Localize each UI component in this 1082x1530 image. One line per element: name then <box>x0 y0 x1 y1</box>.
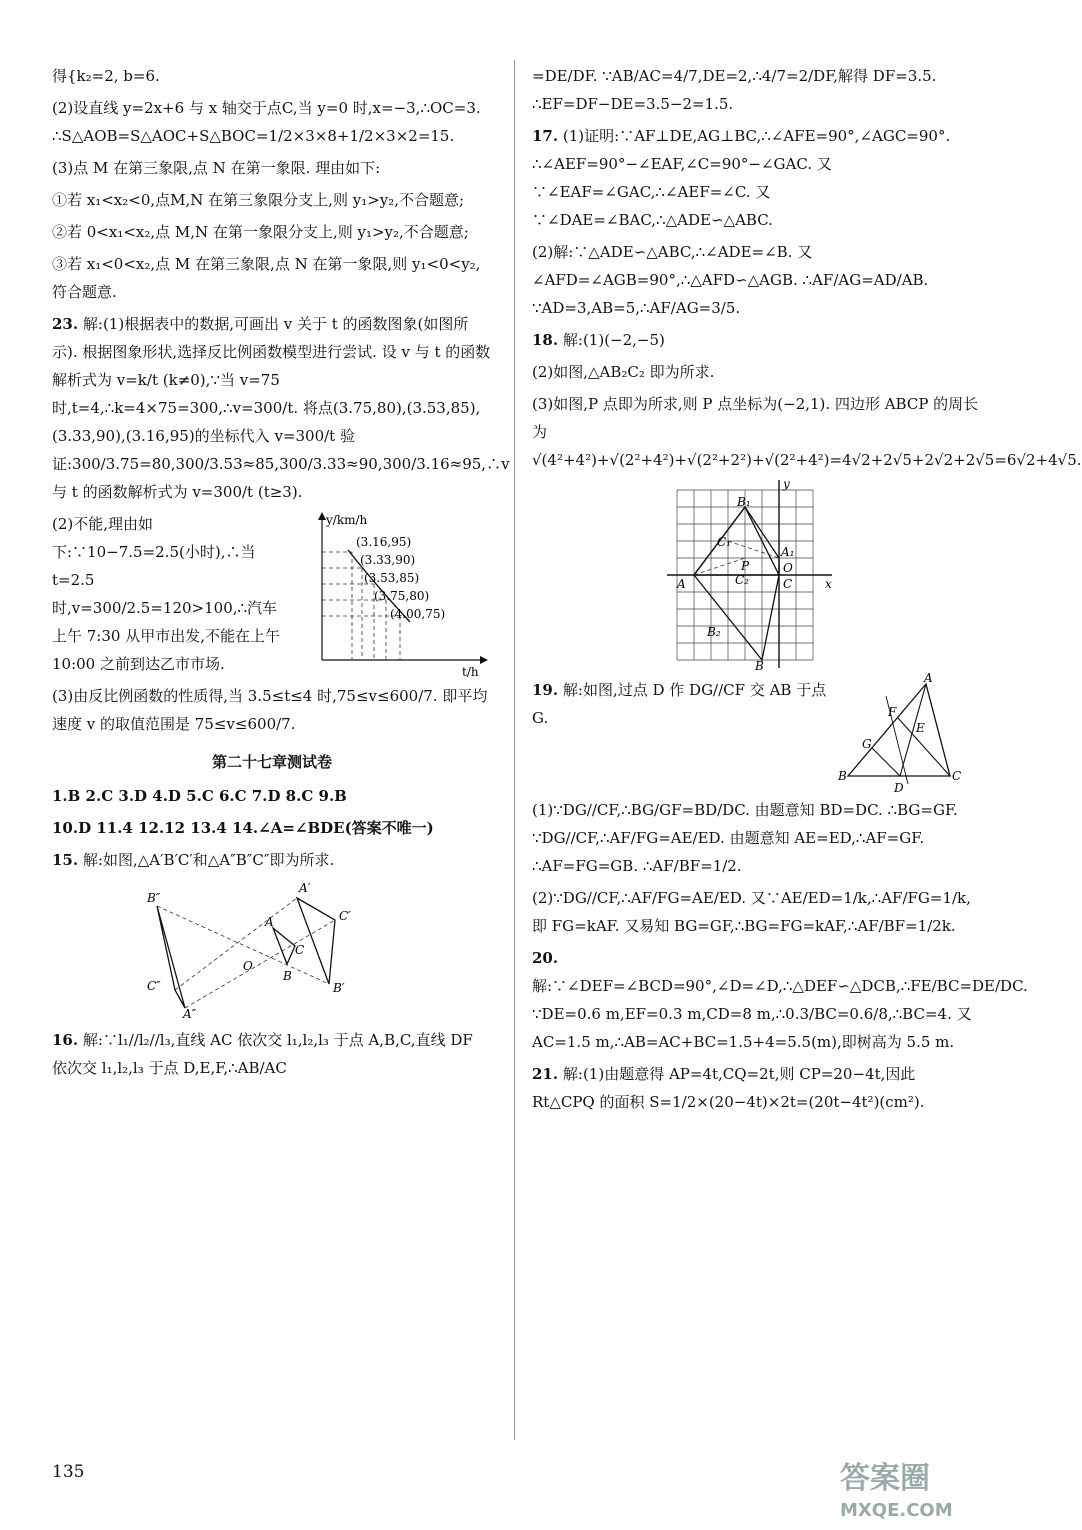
vertex-label: B″ <box>147 891 161 905</box>
question-text: 解:(1)(−2,−5) <box>562 331 665 349</box>
vertex-label: B <box>838 769 847 783</box>
vertex-label: O <box>243 959 253 973</box>
answer-key-line: 1.B 2.C 3.D 4.D 5.C 6.C 7.D 8.C 9.B <box>52 787 347 805</box>
question-15 <box>52 846 492 874</box>
paragraph: =DE/DF. ∵AB/AC=4/7,DE=2,∴4/7=2/DF,解得 DF=3.5. ∴EF=DF−DE=3.5−2=1.5. <box>532 67 937 113</box>
question-19 <box>532 676 832 732</box>
question-text: 解:(1)由题意得 AP=4t,CQ=2t,则 CP=20−4t,因此 Rt△CPQ 的面积 S=1/2×(20−4t)×2t=(20t−4t²)(cm²). <box>532 1065 925 1111</box>
vertex-label: D <box>894 781 904 795</box>
point-label: (3.16,95) <box>356 535 412 549</box>
axis-label: y <box>783 477 790 491</box>
paragraph: ③若 x₁<0<x₂,点 M 在第三象限,点 N 在第一象限,则 y₁<0<y₂,符合题意. <box>52 255 481 301</box>
paragraph: (2)如图,△AB₂C₂ 即为所求. <box>532 363 715 381</box>
q19-row <box>532 671 982 796</box>
point-label: B <box>755 659 764 673</box>
vertex-label: F <box>888 705 897 719</box>
svg-text:答案圈: 答案圈 <box>840 1461 930 1496</box>
question-number: 20. <box>532 949 559 967</box>
coordinate-grid-figure <box>667 477 847 673</box>
question-text: (1)证明:∵AF⊥DE,AG⊥BC,∴∠AFE=90°,∠AGC=90°. ∴∠AEF=90°−∠EAF,∠C=90°−∠GAC. 又∵∠EAF=∠GAC,∴∠AEF=∠C. 又∵∠DAE=∠BAC,∴△ADE∽△ABC. <box>532 127 951 229</box>
question-23 <box>52 310 510 506</box>
question-number: 17. <box>532 127 559 145</box>
q19-text-block <box>532 676 832 736</box>
paragraph: (2)∵DG//CF,∴AF/FG=AE/ED. 又∵AE/ED=1/k,∴AF/FG=1/k,即 FG=kAF. 又易知 BG=GF,∴BG=FG=kAF,∴AF/BF=1/2k. <box>532 889 971 935</box>
point-label: C <box>783 577 793 591</box>
q23-part2-row <box>52 510 492 682</box>
svg-text:MXQE.COM: MXQE.COM <box>840 1500 953 1521</box>
paragraph: (2)解:∵△ADE∽△ABC,∴∠ADE=∠B. 又∠AFD=∠AGB=90°,∴△AFD∽△AGB. ∴AF/AG=AD/AB. ∵AD=3,AB=5,∴AF/AG=3/5. <box>532 243 929 317</box>
vertex-label: E <box>916 721 925 735</box>
point-label: A <box>677 577 686 591</box>
chapter-title: 第二十七章测试卷 <box>211 753 332 771</box>
paragraph: (2)设直线 y=2x+6 与 x 轴交于点C,当 y=0 时,x=−3,∴OC=3. ∴S△AOB=S△AOC+S△BOC=1/2×3×8+1/2×3×2=15. <box>52 99 481 145</box>
page-number: 135 <box>52 1462 85 1482</box>
question-number: 16. <box>52 1031 79 1049</box>
question-21 <box>532 1060 982 1116</box>
triangle-figure <box>838 671 968 796</box>
paragraph: (1)∵DG//CF,∴BG/GF=BD/DC. 由题意知 BD=DC. ∴BG=GF. ∵DG//CF,∴AF/FG=AE/ED. 由题意知 AE=ED,∴AF=GF. ∴AF=FG=GB. ∴AF/BF=1/2. <box>532 801 958 875</box>
point-label: (3.33,90) <box>360 553 416 567</box>
question-number: 18. <box>532 331 559 349</box>
paragraph: 得{k₂=2, b=6. <box>52 67 160 85</box>
point-label: B₂ <box>707 625 721 639</box>
column-divider <box>514 60 515 1440</box>
vertex-label: C′ <box>339 909 351 923</box>
point-label: A₁ <box>781 545 795 559</box>
question-number: 21. <box>532 1065 559 1083</box>
question-number: 19. <box>532 681 559 699</box>
question-text: 解:如图,△A′B′C′和△A″B″C″即为所求. <box>82 851 335 869</box>
paragraph: (2)不能,理由如下:∵10−7.5=2.5(小时),∴当 t=2.5 时,v=300/2.5=120>100,∴汽车上午 7:30 从甲市出发,不能在上午 10:00 之前到达乙市市场. <box>52 515 280 673</box>
y-axis-label: y/km/h <box>326 513 368 527</box>
vertex-label: C <box>952 769 962 783</box>
vertex-label: B′ <box>333 981 345 995</box>
vertex-label: A′ <box>299 881 311 895</box>
paragraph: (3)由反比例函数的性质得,当 3.5≤t≤4 时,75≤v≤600/7. 即平均速度 v 的取值范围是 75≤v≤600/7. <box>52 687 488 733</box>
point-label: C₁ <box>717 535 731 549</box>
question-17 <box>532 122 982 234</box>
question-number: 15. <box>52 851 79 869</box>
site-watermark-logo <box>820 1454 990 1524</box>
vertex-label: B <box>283 969 292 983</box>
question-18 <box>532 326 982 354</box>
point-label: (3.75,80) <box>374 589 430 603</box>
point-label: (3.53,85) <box>364 571 420 585</box>
question-number: 23. <box>52 315 79 333</box>
point-label: C₂ <box>735 573 749 587</box>
paragraph: ①若 x₁<x₂<0,点M,N 在第三象限分支上,则 y₁>y₂,不合题意; <box>52 191 465 209</box>
question-text: 解:(1)根据表中的数据,可画出 v 关于 t 的函数图象(如图所示). 根据图象形状,选择反比例函数模型进行尝试. 设 v 与 t 的函数解析式为 v=k/t (k≠0),∵当 v=75 时,t=4,∴k=4×75=300,∴v=300/t. 将点(3.75,80),(3.53,85),(3.33,90),(3.16,95)的坐标代入 v=300/t 验证:300/3.75=80,300/3.53≈85,300/3.33≈90,300/3.16≈95,∴v 与 t 的函数解析式为 v=300/t (t≥3). <box>52 315 510 501</box>
point-label: (4.00,75) <box>390 607 446 621</box>
point-label: B₁ <box>737 495 751 509</box>
vertex-label: G <box>862 737 872 751</box>
question-20 <box>532 944 1028 1056</box>
point-label: O <box>783 561 793 575</box>
axis-label: x <box>825 577 832 591</box>
question-text: 解:∵∠DEF=∠BCD=90°,∠D=∠D,∴△DEF∽△DCB,∴FE/BC=DE/DC. ∵DE=0.6 m,EF=0.3 m,CD=8 m,∴0.3/BC=0.6/8,∴BC=4. 又 AC=1.5 m,∴AB=AC+BC=1.5+4=5.5(m),即树高为 5.5 m. <box>532 977 1028 1051</box>
velocity-time-graph <box>300 510 490 679</box>
question-text: 解:∵l₁//l₂//l₃,直线 AC 依次交 l₁,l₂,l₃ 于点 A,B,C,直线 DF 依次交 l₁,l₂,l₃ 于点 D,E,F,∴AB/AC <box>52 1031 473 1077</box>
paragraph: ②若 0<x₁<x₂,点 M,N 在第一象限分支上,则 y₁>y₂,不合题意; <box>52 223 469 241</box>
answer-key-line: 10.D 11.4 12.12 13.4 14.∠A=∠BDE(答案不唯一) <box>52 819 434 837</box>
left-column <box>52 62 510 1086</box>
vertex-label: A″ <box>183 1007 197 1021</box>
question-text: 解:如图,过点 D 作 DG//CF 交 AB 于点 G. <box>532 681 827 727</box>
vertex-label: C″ <box>147 979 161 993</box>
paragraph: (3)点 M 在第三象限,点 N 在第一象限. 理由如下: <box>52 159 381 177</box>
point-label: P <box>741 559 750 573</box>
right-column <box>532 62 1082 1120</box>
vertex-label: C <box>295 943 305 957</box>
vertex-label: A <box>924 671 933 685</box>
paragraph: (3)如图,P 点即为所求,则 P 点坐标为(−2,1). 四边形 ABCP 的周长为 √(4²+4²)+√(2²+4²)+√(2²+2²)+√(2²+4²)=4√2+2√5+2√2+2√5=6√2+4√5. <box>532 395 1082 469</box>
homothety-figure <box>147 880 397 1020</box>
question-16 <box>52 1026 492 1082</box>
vertex-label: A <box>265 915 274 929</box>
x-axis-label: t/h <box>462 665 479 679</box>
